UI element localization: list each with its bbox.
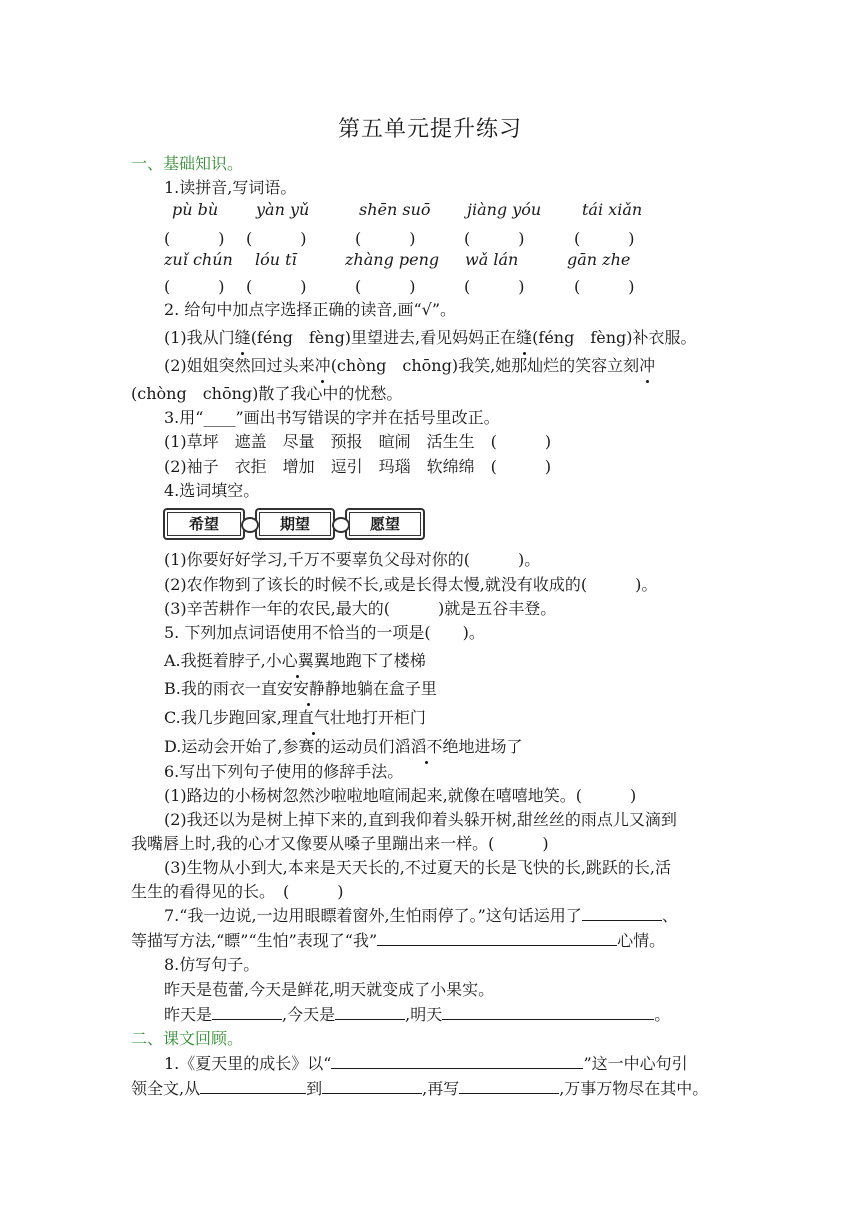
answer-blank[interactable]: ( ): [355, 229, 416, 248]
answer-blank[interactable]: ( ): [355, 277, 416, 296]
dotted-char: 缝: [516, 326, 532, 350]
answer-blank[interactable]: ( ): [164, 229, 225, 248]
question-1: 1.读拼音,写词语。: [164, 178, 297, 197]
question-2-2: (2)姐姐突然回过头来冲(chòng chōng)我笑,她那灿烂的笑容立刻冲: [164, 354, 655, 378]
dotted-word: 滔滔不绝: [394, 735, 458, 759]
question-6-1: (1)路边的小杨树忽然沙啦啦地喧闹起来,就像在嘻嘻地笑。( ): [164, 786, 637, 805]
question-6-3: (3)生物从小到大,本来是天天长的,不过夏天的长是飞快的长,跳跃的长,活: [164, 858, 672, 877]
chain-link-icon: [241, 517, 259, 533]
imitation-sentence: 昨天是 ,今天是 ,明天 。: [164, 1005, 671, 1024]
fill-blank[interactable]: [442, 1003, 654, 1020]
question-3: 3.用“____”画出书写错误的字并在括号里改正。: [164, 408, 500, 427]
question-4-1: (1)你要好好学习,千万不要辜负父母对你的( )。: [164, 550, 541, 569]
question-4-2: (2)农作物到了该长的时候不长,或是长得太慢,就没有收成的( )。: [164, 575, 658, 594]
option-a: A.我挺着脖子,小心翼翼地跑下了楼梯: [164, 649, 426, 673]
pinyin: tái xiǎn: [582, 200, 643, 219]
answer-blank[interactable]: ( ): [164, 277, 225, 296]
chain-link-icon: [332, 517, 350, 533]
review-question-1-cont: 领全文,从 到 ,再写 ,万事万物尽在其中。: [131, 1079, 709, 1098]
option-c: C.我几步跑回家,理直气壮地打开柜门: [164, 706, 426, 730]
dotted-char: 冲: [315, 354, 331, 378]
fill-blank[interactable]: [200, 1077, 306, 1094]
option-d: D.运动会开始了,参赛的运动员们滔滔不绝地进场了: [164, 735, 522, 759]
answer-blank[interactable]: ( ): [464, 277, 525, 296]
word-option: 希望: [163, 508, 245, 540]
dotted-word: 理直气壮: [282, 706, 346, 730]
example-sentence: 昨天是苞蕾,今天是鲜花,明天就变成了小果实。: [164, 980, 495, 999]
question-3-2: (2)袖子 衣拒 增加 逗引 玛瑙 软绵绵 ( ): [164, 457, 552, 476]
pinyin: zuǐ chún: [164, 250, 233, 269]
question-5: 5. 下列加点词语使用不恰当的一项是( )。: [164, 623, 485, 642]
fill-blank[interactable]: [582, 904, 662, 921]
fill-blank[interactable]: [459, 1077, 559, 1094]
answer-blank[interactable]: ( ): [464, 229, 525, 248]
question-7-cont: 等描写方法,“瞟”“生怕”表现了“我” 心情。: [131, 931, 666, 950]
fill-blank[interactable]: [335, 1003, 405, 1020]
word-choice-box: [163, 508, 425, 540]
question-3-1: (1)草坪 遮盖 尽量 预报 暄闹 活生生 ( ): [164, 432, 552, 451]
question-6-3-cont: 生生的看得见的长。 ( ): [131, 882, 344, 901]
question-4-3: (3)辛苦耕作一年的农民,最大的( )就是五谷丰登。: [164, 599, 557, 618]
fill-blank[interactable]: [331, 1052, 583, 1069]
pinyin: lóu tī: [255, 250, 297, 269]
dotted-char: 缝: [235, 326, 251, 350]
pinyin: zhàng peng: [345, 250, 440, 269]
dotted-char: 冲: [639, 354, 655, 378]
pinyin: jiàng yóu: [467, 200, 542, 219]
fill-blank[interactable]: [212, 1003, 282, 1020]
question-7: 7.“我一边说,一边用眼瞟着窗外,生怕雨停了。”这句话运用了 、: [164, 906, 678, 925]
pinyin: wǎ lán: [465, 250, 519, 269]
answer-blank[interactable]: ( ): [246, 277, 307, 296]
question-2-2-cont: (chòng chōng)散了我心中的忧愁。: [131, 384, 403, 403]
word-option: 愿望: [345, 508, 425, 540]
question-6: 6.写出下列句子使用的修辞手法。: [164, 762, 404, 781]
dotted-word: 安安静静: [277, 677, 341, 701]
pinyin: pù bù: [172, 200, 219, 219]
question-4: 4.选词填空。: [164, 481, 260, 500]
review-question-1: 1.《夏天里的成长》以“ ”这一中心句引: [164, 1054, 688, 1073]
question-2: 2. 给句中加点字选择正确的读音,画“√”。: [164, 300, 456, 319]
answer-blank[interactable]: ( ): [574, 277, 635, 296]
section-text-review: 二、课文回顾。: [131, 1029, 244, 1048]
page-title: 第五单元提升练习: [337, 117, 522, 142]
section-basic-knowledge: 一、基础知识。: [131, 154, 244, 173]
fill-blank[interactable]: [377, 929, 617, 946]
answer-blank[interactable]: ( ): [246, 229, 307, 248]
fill-blank[interactable]: [322, 1077, 422, 1094]
pinyin: yàn yǔ: [256, 200, 310, 219]
pinyin: shēn suō: [359, 200, 431, 219]
question-8: 8.仿写句子。: [164, 955, 260, 974]
question-6-2-cont: 我嘴唇上时,我的心才又像要从嗓子里蹦出来一样。( ): [131, 834, 549, 853]
option-b: B.我的雨衣一直安安静静地躺在盒子里: [164, 677, 437, 701]
answer-blank[interactable]: ( ): [574, 229, 635, 248]
dotted-word: 小心翼翼: [266, 649, 330, 673]
question-2-1: (1)我从门缝(féng fèng)里望进去,看见妈妈正在缝(féng fèng)补衣服。: [164, 326, 697, 350]
word-option: 期望: [255, 508, 335, 540]
pinyin: gān zhe: [567, 250, 631, 269]
question-6-2: (2)我还以为是树上掉下来的,直到我仰着头躲开树,甜丝丝的雨点儿又滴到: [164, 810, 677, 829]
